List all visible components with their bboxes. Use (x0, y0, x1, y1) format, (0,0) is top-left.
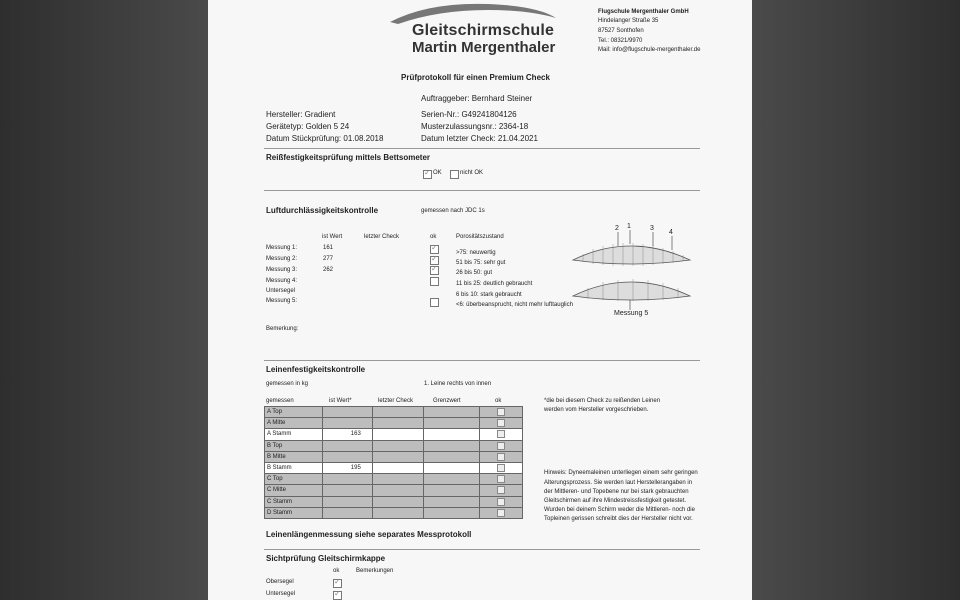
diagram-caption: Messung 5 (614, 310, 649, 317)
porosity-col-value: ist Wert (322, 234, 343, 240)
line-ok-cell (480, 485, 523, 496)
lines-col-measured: gemessen (266, 398, 294, 404)
lines-col-value: ist Wert* (329, 398, 352, 404)
tear-ok-checkbox (423, 170, 432, 179)
line-strength-row (265, 418, 523, 429)
line-limit-cell (424, 451, 480, 462)
manufacturer: Hersteller: Gradient (266, 110, 336, 119)
hint-line: Alterungsprozess. Sie werden laut Herstellerangaben in (544, 480, 693, 486)
measurement-label: Untersegel (266, 288, 296, 294)
logo-line1: Gleitschirmschule (412, 22, 555, 39)
porosity-method: gemessen nach JDC 1s (421, 208, 485, 214)
viewer-background-right (752, 0, 960, 600)
document-title: Prüfprotokoll für einen Premium Check (401, 73, 550, 82)
viewer-background-left (0, 0, 208, 600)
line-limit-cell (424, 496, 480, 507)
company-street: Hindelanger Straße 35 (598, 18, 659, 24)
line-last-cell (372, 507, 424, 518)
line-last-cell (372, 485, 424, 496)
line-limit-cell (424, 507, 480, 518)
hint-line: Topleinen gerissen schreibt dies der Hersteller nicht vor. (544, 516, 693, 522)
porosity-state: 6 bis 10: stark gebraucht (456, 292, 522, 298)
logo-line2: Martin Mergenthaler (412, 39, 556, 56)
divider (264, 549, 700, 550)
lines-col-limit: Grenzwert (433, 398, 461, 404)
tear-ok-label: OK (433, 170, 442, 176)
divider (264, 360, 700, 361)
serial-number: Serien-Nr.: G49241804126 (421, 110, 517, 119)
line-value-cell (322, 507, 372, 518)
line-ok-checkbox (497, 453, 505, 461)
line-ok-checkbox (497, 486, 505, 494)
line-limit-cell (424, 474, 480, 485)
line-ok-cell (480, 440, 523, 451)
line-limit-cell (424, 407, 480, 418)
line-ok-checkbox (497, 430, 505, 438)
line-ok-checkbox (497, 419, 505, 427)
line-strength-row (265, 507, 523, 518)
line-limit-cell (424, 485, 480, 496)
line-order-note: 1. Leine rechts von innen (424, 381, 492, 387)
line-ok-cell (480, 407, 523, 418)
line-value-cell (322, 474, 372, 485)
hint-line: Wurden bei deinem Schirm weder die Mittleren- noch die (544, 507, 695, 513)
line-last-cell (372, 474, 424, 485)
line-strength-heading: Leinenfestigkeitskontrolle (266, 365, 366, 374)
visual-col-remarks: Bemerkungen (356, 568, 394, 574)
divider (264, 148, 700, 149)
porosity-col-last: letzter Check (364, 234, 400, 240)
line-ok-cell (480, 429, 523, 440)
line-last-cell (372, 418, 424, 429)
device-type: Gerätetyp: Golden 5 24 (266, 122, 350, 131)
line-name-cell: B Top (265, 440, 323, 451)
date-last-check: Datum letzter Check: 21.04.2021 (421, 134, 538, 143)
date-piece-test: Datum Stückprüfung: 01.08.2018 (266, 134, 384, 143)
line-limit-cell (424, 418, 480, 429)
hint-line: Gleitschirmen auf ihre Mindestreissfestigkeit getestet. (544, 498, 687, 504)
porosity-col-ok: ok (430, 234, 437, 240)
porosity-state: >75: neuwertig (456, 250, 496, 256)
measurement-label: Messung 2: (266, 256, 298, 262)
line-ok-cell (480, 418, 523, 429)
footnote-line1: *die bei diesem Check zu reißenden Leinen (544, 398, 661, 404)
company-phone: Tel.: 08321/9970 (598, 38, 643, 44)
diagram-label: 3 (650, 225, 654, 232)
line-name-cell: A Stamm (265, 429, 323, 440)
company-mail: Mail: info@flugschule-mergenthaler.de (598, 47, 701, 53)
line-strength-row (265, 485, 523, 496)
line-value-cell: 195 (322, 462, 372, 473)
measurement-label: Messung 4: (266, 278, 298, 284)
line-last-cell (372, 440, 424, 451)
line-strength-row (265, 496, 523, 507)
diagram-label: 2 (615, 225, 619, 232)
line-strength-unit: gemessen in kg (266, 381, 309, 387)
line-ok-checkbox (497, 498, 505, 506)
porosity-ok-checkbox (430, 245, 439, 254)
line-name-cell: D Stamm (265, 507, 323, 518)
porosity-heading: Luftdurchlässigkeitskontrolle (266, 206, 379, 215)
hint-line: der Mittleren- und Topebene nur bei stark gebrauchten (544, 489, 689, 495)
visual-ok-checkbox (333, 579, 342, 588)
visual-check-heading: Sichtprüfung Gleitschirmkappe (266, 554, 386, 563)
line-value-cell (322, 451, 372, 462)
line-strength-row (265, 474, 523, 485)
lines-col-ok: ok (495, 398, 502, 404)
tear-test-heading: Reißfestigkeitsprüfung mittels Bettsometer (266, 153, 431, 162)
line-value-cell (322, 485, 372, 496)
line-name-cell: C Top (265, 474, 323, 485)
line-limit-cell (424, 440, 480, 451)
type-approval-number: Musterzulassungsnr.: 2364-18 (421, 122, 529, 131)
paraglider-diagram (568, 224, 698, 310)
measurement-value: 262 (323, 267, 334, 273)
porosity-state: 11 bis 25: deutlich gebraucht (456, 281, 533, 287)
line-ok-checkbox (497, 442, 505, 450)
footnote-line2: werden vom Hersteller vorgeschrieben. (544, 407, 649, 413)
line-strength-row (265, 440, 523, 451)
porosity-state: 51 bis 75: sehr gut (456, 260, 506, 266)
visual-row-label: Untersegel (266, 591, 296, 597)
tear-not-ok-label: nicht OK (460, 170, 484, 176)
company-city: 87527 Sonthofen (598, 28, 644, 34)
line-value-cell: 163 (322, 429, 372, 440)
line-strength-row (265, 407, 523, 418)
line-ok-cell (480, 462, 523, 473)
line-last-cell (372, 462, 424, 473)
line-ok-checkbox (497, 475, 505, 483)
tear-not-ok-checkbox (450, 170, 459, 179)
porosity-ok-checkbox (430, 266, 439, 275)
line-ok-checkbox (497, 408, 505, 416)
line-last-cell (372, 429, 424, 440)
measurement-value: 277 (323, 256, 334, 262)
measurement-label: Messung 3: (266, 267, 298, 273)
line-last-cell (372, 451, 424, 462)
line-limit-cell (424, 462, 480, 473)
porosity-ok-checkbox (430, 277, 439, 286)
line-ok-checkbox (497, 464, 505, 472)
lines-col-last: letzter Check (378, 398, 414, 404)
remark-label: Bemerkung: (266, 326, 299, 332)
diagram-label: 1 (627, 223, 631, 230)
line-strength-row (265, 429, 523, 440)
line-strength-row (265, 451, 523, 462)
line-ok-cell (480, 474, 523, 485)
porosity-state: <6: überbeansprucht, nicht mehr lufttauglich (456, 302, 573, 308)
line-name-cell: C Stamm (265, 496, 323, 507)
measurement-label: Messung 1: (266, 245, 298, 251)
line-ok-checkbox (497, 509, 505, 517)
porosity-ok-checkbox (430, 298, 439, 307)
line-last-cell (372, 496, 424, 507)
visual-col-ok: ok (333, 568, 340, 574)
line-strength-row (265, 462, 523, 473)
line-limit-cell (424, 429, 480, 440)
line-ok-cell (480, 451, 523, 462)
line-value-cell (322, 496, 372, 507)
measurement-value: 161 (323, 245, 334, 251)
line-value-cell (322, 440, 372, 451)
visual-row-label: Obersegel (266, 579, 294, 585)
line-strength-table (264, 406, 523, 519)
line-ok-cell (480, 496, 523, 507)
line-value-cell (322, 407, 372, 418)
line-value-cell (322, 418, 372, 429)
divider (264, 190, 700, 191)
line-name-cell: A Top (265, 407, 323, 418)
company-name: Flugschule Mergenthaler GmbH (598, 9, 689, 15)
hint-line: Hinweis: Dyneemaleinen unterliegen einem sehr geringen (544, 470, 698, 476)
client-name: Auftraggeber: Bernhard Steiner (421, 94, 533, 103)
line-name-cell: B Stamm (265, 462, 323, 473)
line-length-heading: Leinenlängenmessung siehe separates Messprotokoll (266, 530, 472, 539)
line-name-cell: B Mitte (265, 451, 323, 462)
line-name-cell: A Mitte (265, 418, 323, 429)
porosity-state: 26 bis 50: gut (456, 270, 493, 276)
line-ok-cell (480, 507, 523, 518)
visual-ok-checkbox (333, 591, 342, 600)
diagram-label: 4 (669, 229, 673, 236)
line-last-cell (372, 407, 424, 418)
line-name-cell: C Mitte (265, 485, 323, 496)
measurement-label: Messung 5: (266, 298, 298, 304)
porosity-col-state: Porositätszustand (456, 234, 504, 240)
document-page (208, 0, 752, 600)
